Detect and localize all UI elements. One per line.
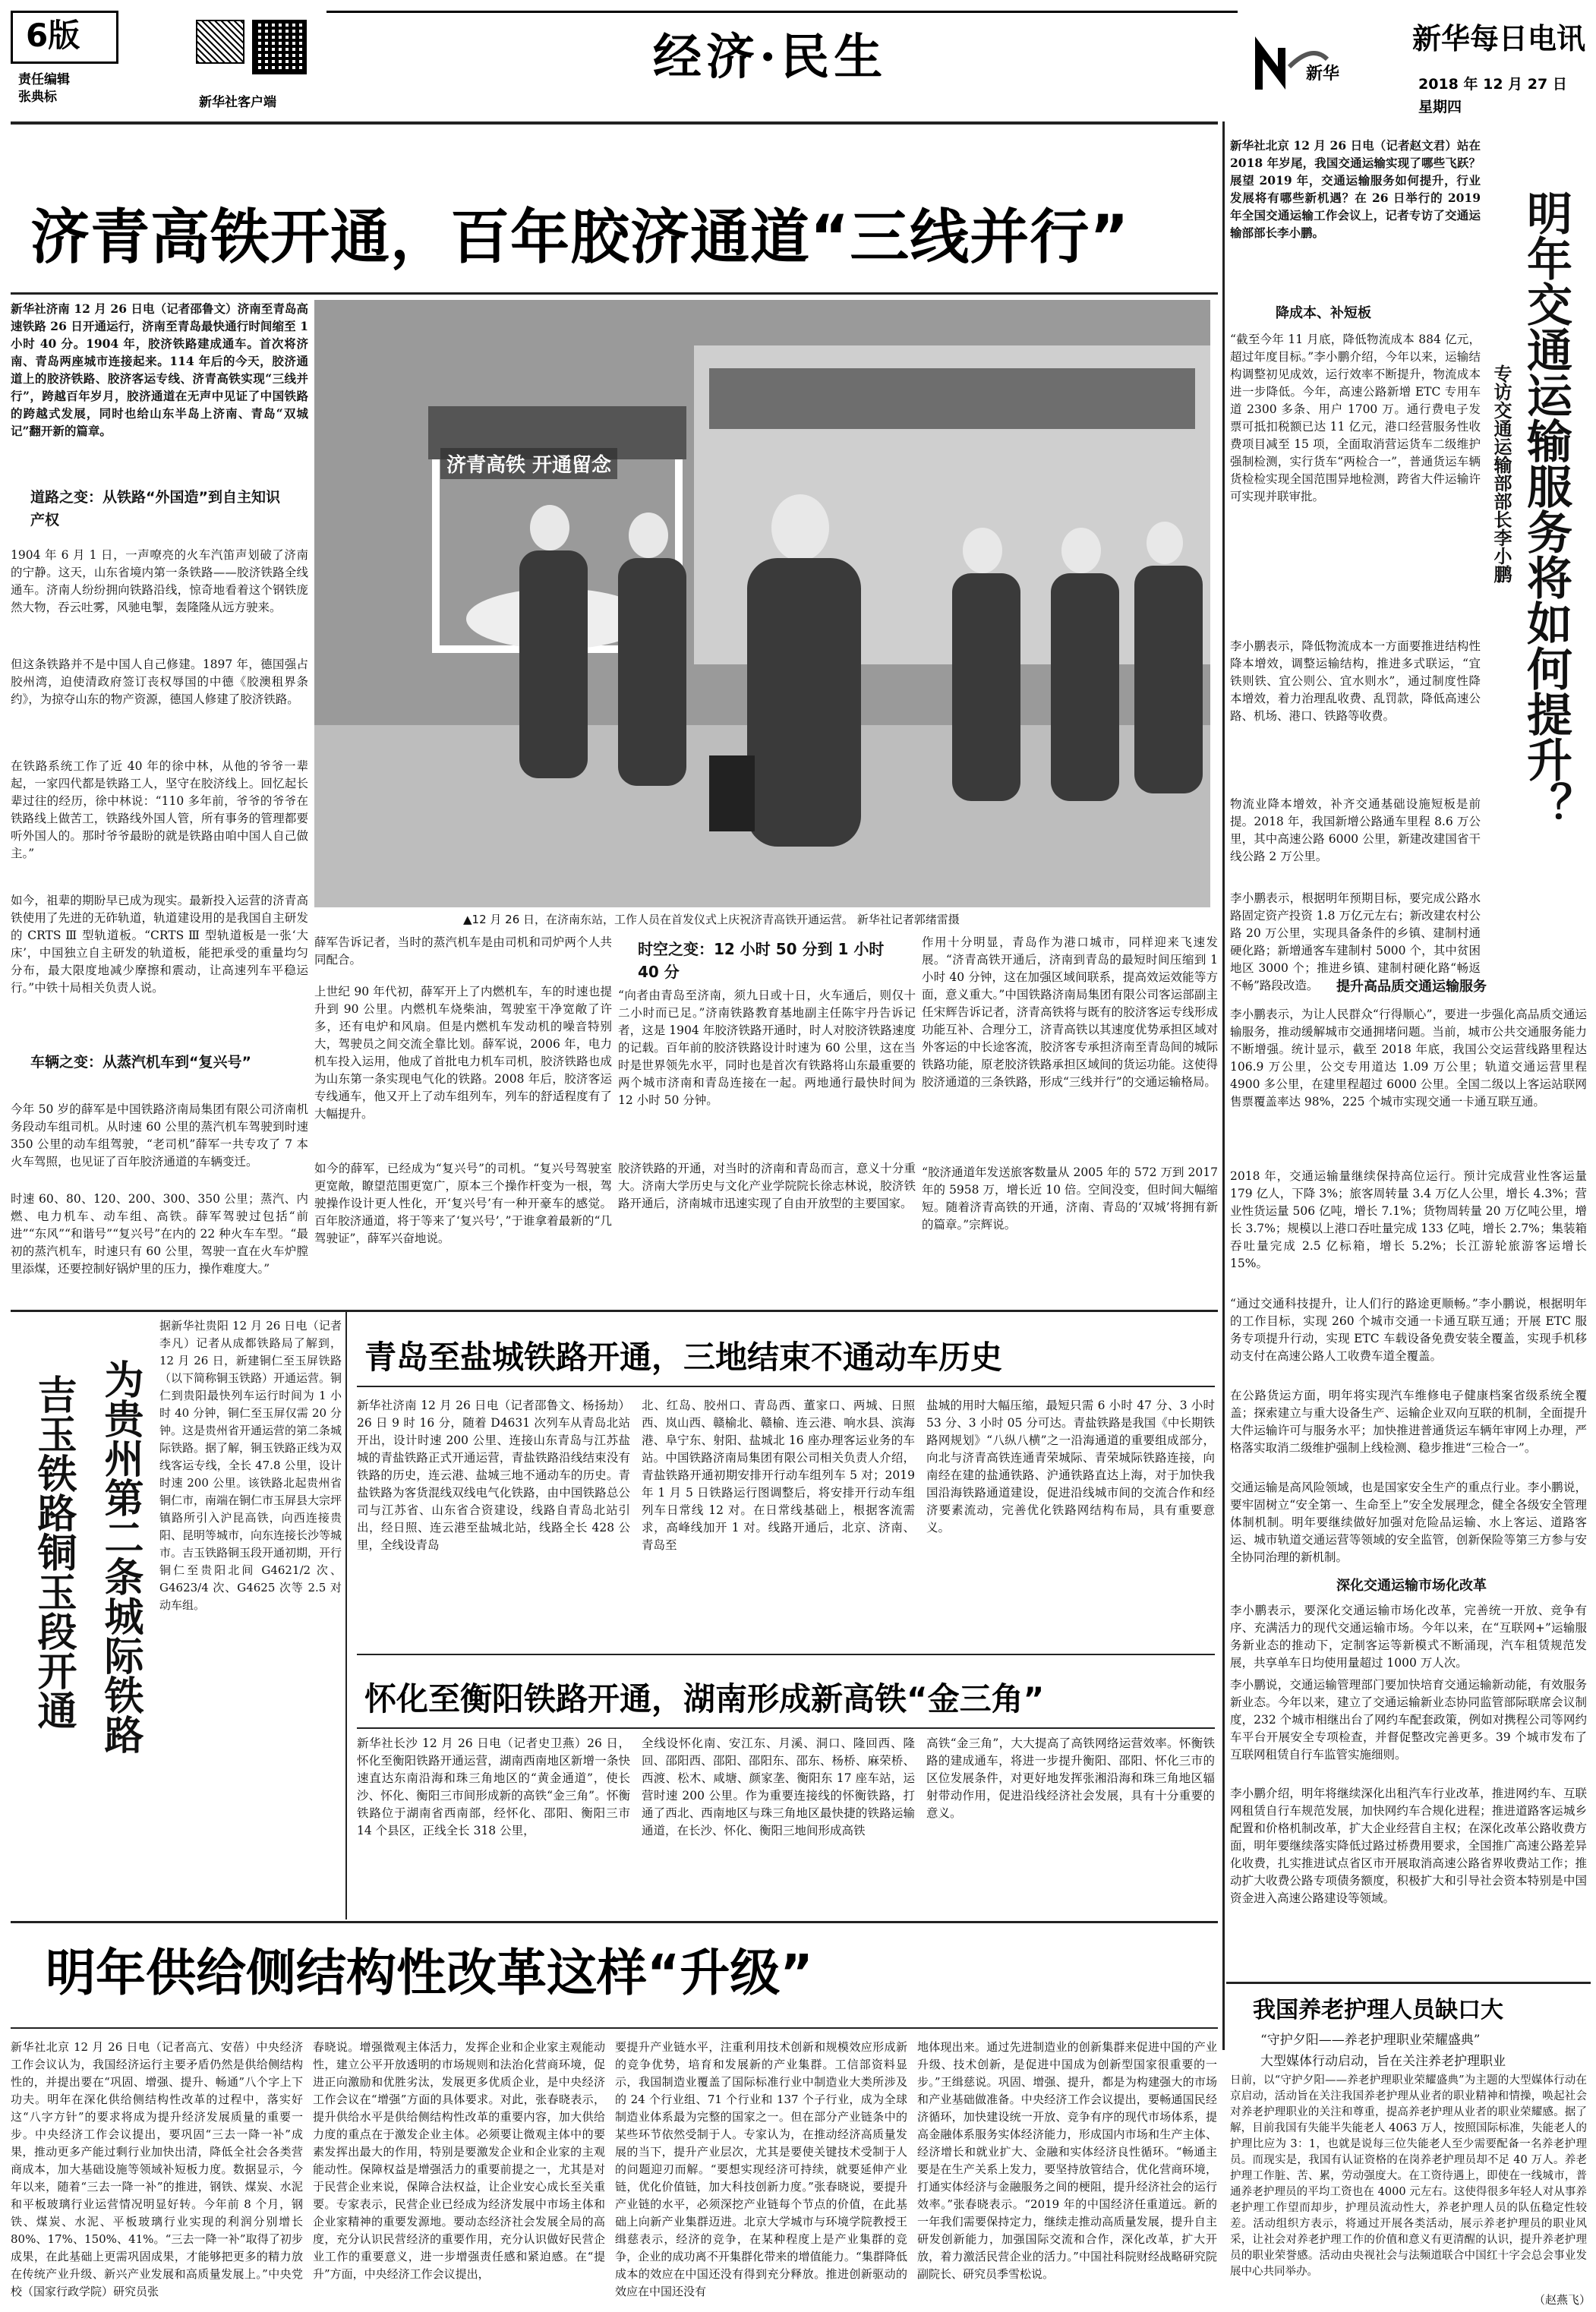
paper-name: 新华每日电讯 <box>1412 22 1586 55</box>
sidebar-para: “截至今年 11 月底，降低物流成本 884 亿元，超过年度目标。”李小鹏介绍，今年以来，运输结构调整初见成效，运行效率不断提升，物流成本进一步降低。今年，高速公路新增 ETC 专用车道 2300 多条、用户 1700 万。通行费电子发票可抵扣税额已达 11 亿元，港口经营服务性收费项目减至 15 项，全面取消营运货车二级维护强制检测，实行货车“两检合一”，普通货运车辆货检检实现全国范围异地检测，跨省大件运输许可实现并联审批。 <box>1230 333 1481 503</box>
qr-code-icon[interactable] <box>252 20 307 74</box>
sidebar-intro: 新华社北京 12 月 26 日电（记者赵文君）站在 2018 年岁尾，我国交通运输实现了哪些飞跃？展望 2019 年，交通运输服务如何提升，行业发展将有哪些新机遇？在 26 日举行的 2019 年全国交通运输工作会议上，记者专访了交通运输部部长李小鹏。 <box>1230 138 1481 240</box>
supply-col: 新华社北京 12 月 26 日电（记者高亢、安蓓）中央经济工作会议认为，我国经济运行主要矛盾仍然是供给侧结构性的，并提出要在“巩固、增强、提升、畅通”八个字上下功夫。明年在深化供给侧结构性改革的过程中，落实好这“八字方针”的要求将成为提升经济发展质量的重要一步。中央经济工作会议提出，要巩固“三去一降一补”成果，推动更多产能过剩行业加快出清，降低全社会各类营商成本，加大基础设施等领域补短板力度。数据显示，今年以来，随着“三去一降一补”的推进，钢铁、煤炭、水泥和平板玻璃行业运营情况明显好转。今年前 8 个月，钢铁、煤炭、水泥、平板玻璃行业实现的利润分别增长 80%、17%、150%、41%。“三去一降一补”取得了初步成果，在此基础上更需巩固成果，才能够把更多的精力放在传统产业升级、新兴产业发展和高质量发展上。”中央党校（国家行政学院）研究员张 <box>11 2040 303 2298</box>
sidebar-subhead: 降成本、补短板 <box>1276 305 1371 321</box>
huaiheng-col: 高铁“金三角”，大大提高了高铁网络运营效率。怀衡铁路的建成通车，将进一步提升衡阳、邵阳、怀化三市的区位发展条件，对更好地发挥张湘沿海和珠三角地区辐射带动作用，促进沿线经济社会发展，具有十分重要的意义。 <box>926 1736 1215 1820</box>
lead-para: 在铁路系统工作了近 40 年的徐中林，从他的爷爷一辈起，一家四代都是铁路工人，坚守在胶济线上。回忆起长辈过往的经历，徐中林说：“110 多年前，爷爷的爷爷在铁路线上做苦工，铁路线外国人管，所有事务的管理都要听外国人的。那时爷爷最盼的就是铁路由咱中国人自己做主。” <box>11 759 308 860</box>
qingyan-headline-rule <box>357 1386 1215 1387</box>
sidebar-headline: 明年交通运输服务将如何提升？ <box>1519 190 1572 828</box>
logo-text: 新华 <box>1306 65 1340 84</box>
lead-subhead-vehicles: 车辆之变：从蒸汽机车到“复兴号” <box>30 1054 251 1071</box>
supply-col: 要提升产业链水平，注重利用技术创新和规模效应形成新的竞争优势，培育和发展新的产业集群。工信部资料显示，我国制造业覆盖了国际标准行业中制造业大类所涉及的 24 个行业组、71 个行业和 137 个子行业，成为全球制造业体系最为完整的国家之一。但在部分产业链条中的某些环节依然受制于人。专家认为，在推动经济高质量发展的当下，提升产业层次，尤其是要使关键技术受制于人的问题迎刃而解。“要想实现经济可持续，就要延伸产业链，优化价值链，加大科技创新力度。”张春晓说，要提升产业链的水平，必须深挖产业链每个节点的价值，在此基础上向新产业集群迈进。北京大学城市与环境学院教授王缉慈表示，经济的竞争，在某种程度上是产业集群的竞争，企业的成功离不开集群化带来的增值能力。“集群降低成本的效应在中国还没有得到充分释放。推进创新驱动的效应在中国还没有 <box>615 2040 907 2298</box>
sidebar-subhead: 提升高品质交通运输服务 <box>1336 979 1487 995</box>
sidebar-para: 李小鹏表示，要深化交通运输市场化改革，完善统一开放、竞争有序、充满活力的现代交通运输市场。今年以来，在“互联网+”运输服务新业态的推动下，定制客运等新模式不断涌现，汽车租赁规范发展，共享单车日均使用量超过 1000 万人次。 <box>1230 1604 1587 1670</box>
tongyu-headline-a: 为贵州第二条城际铁路 <box>97 1359 143 1754</box>
lead-subhead-time: 时空之变：12 小时 50 分到 1 小时 40 分 <box>638 940 885 981</box>
issue-date: 2018 年 12 月 27 日 <box>1418 76 1567 93</box>
section-title: 经济·民生 <box>653 29 888 86</box>
lead-col3: 胶济铁路的开通，对当时的济南和青岛而言，意义十分重大。济南大学历史与文化产业学院院长徐志林说，胶济铁路开通后，济南城市迅速实现了自由开放型的主要国家。 <box>618 1162 916 1210</box>
sidebar-left-rule <box>1222 121 1225 2050</box>
elder-top-rule <box>1226 1982 1591 1984</box>
qingyan-headline: 青岛至盐城铁路开通，三地结束不通动车历史 <box>364 1339 1003 1376</box>
qingyan-bottom-rule <box>357 1654 1215 1655</box>
supply-col: 春晓说。增强微观主体活力，发挥企业和企业家主观能动性，建立公平开放透明的市场规则和法治化营商环境，促进正向激励和优胜劣汰，发展更多优质企业，是中央经济工作会议在“增强”方面的具体要求。对此，张春晓表示，提升供给水平是供给侧结构性改革的重要内容，加大供给力度的重点在于激发企业主体。必须要让微观主体中的要素发挥出最大的作用，特别是要激发企业和企业家的主观能动性。保障权益是增强活力的重要前提之一，尤其是对于民营企业来说，保障合法权益，让企业安心成长至关重要。专家表示，民营企业已经成为经济发展中市场主体和企业家精神的重要发源地。要动态经济社会发展全局的高度，充分认识民营经济的重要作用，充分认识做好民营企业工作的重要意义，进一步增强责任感和紧迫感。在“提升”方面，中央经济工作会议提出， <box>313 2040 605 2281</box>
huaiheng-headline: 怀化至衡阳铁路开通，湖南形成新高铁“金三角” <box>364 1680 1045 1717</box>
huaiheng-col: 新华社长沙 12 月 26 日电（记者史卫燕）26 日，怀化至衡阳铁路开通运营，湖南西南地区新增一条快速直达东南沿海和珠三角地区的“黄金通道”，使长沙、怀化、衡阳三市间形成新的高铁“金三角”。怀衡铁路位于湖南省西南部，经怀化、邵阳、衡阳三市 14 个县区，正线全长 318 公里， <box>357 1736 630 1837</box>
tongyu-headline-b: 吉玉铁路铜玉段开通 <box>30 1374 76 1730</box>
supply-col: 地体现出来。通过先进制造业的创新集群来促进中国的产业升级、技术创新，是促进中国成为创新型国家很重要的一步。”王缉慈说。巩固、增强、提升，都是为构建强大的市场和产业基础做准备。中央经济工作会议提出，要畅通国民经济循环，加快建设统一开放、竞争有序的现代市场体系，提高金融体系服务实体经济能力，形成国内市场和生产主体、经济增长和就业扩大、金融和实体经济良性循环。“畅通主要是在生产关系上发力，要坚持放管结合，优化营商环境，打通实体经济与金融服务之间的梗阻，提升经济社会的运行效率。”张春晓表示。“2019 年的中国经济任重道远。新的一年我们需要保持定力，继续走推动高质量发展，提升自主研发创新能力，加强国际交流和合作，深化改革，扩大开放，着力激活民营企业的活力。”中国社科院财经战略研究院副院长、研究员季雪松说。 <box>917 2040 1217 2281</box>
sidebar-para: 物流业降本增效，补齐交通基础设施短板是前提。2018 年，我国新增公路通车里程 8.6 万公里，其中高速公路 6000 公里，新建改建国省干线公路 2 万公里。 <box>1230 797 1481 863</box>
sidebar-para: 2018 年，交通运输量继续保持高位运行。预计完成营业性客运量 179 亿人，下降 3%；旅客周转量 3.4 万亿人公里，增长 4.3%；营业性货运量 506 亿吨，增长 7.1%；货物周转量 20 万亿吨公里，增长 3.7%；规模以上港口吞吐量完成 133 亿吨，增长 2.7%；集装箱吞吐量完成 2.5 亿标箱，增长 5.2%；长江游轮旅游客运增长 15%。 <box>1230 1169 1587 1270</box>
lead-bottom-rule <box>11 1310 1218 1312</box>
elder-headline: 我国养老护理人员缺口大 <box>1253 1997 1503 2023</box>
lead-para: 如今，祖辈的期盼早已成为现实。最新投入运营的济青高铁使用了先进的无砟轨道，轨道建设用的是我国自主研发的 CRTS Ⅲ 型轨道板。“CRTS Ⅲ 型轨道板是一张‘大床’，中国独立自主研发的轨道板，能把承受的重量均匀分布，最大限度地减少摩擦和震动，让高速列车平稳运行。”中铁十局相关负责人说。 <box>11 894 308 995</box>
sidebar-subhead: 深化交通运输市场化改革 <box>1336 1578 1487 1594</box>
sidebar-para: 交通运输是高风险领域，也是国家安全生产的重点行业。李小鹏说，要牢固树立“安全第一、生命至上”安全发展理念，健全各级安全管理体制机制。明年要继续做好加强对危险品运输、水上客运、道路客运、城市轨道交通运营等领域的安全监管，创新保险等第三方参与安全协同治理的新机制。 <box>1230 1481 1587 1564</box>
elder-subhead-2: 大型媒体行动启动，旨在关注养老护理职业 <box>1260 2054 1506 2069</box>
issue-weekday: 星期四 <box>1418 99 1462 115</box>
lead-col4: 作用十分明显，青岛作为港口城市，同样迎来飞速发展。“济青高铁开通后，济南到青岛的最短时间压缩到 1 小时 40 分钟，这在加强区域间联系，提高效运效能等方面，意义重大。”中国铁路济南局集团有限公司客运部副主任宋辉告诉记者，济青高铁将与既有的胶济客运专线形成功能互补、合理分工，济青高铁以其速度优势承担区域对外客运的中长途客流，胶济客专承担济南至青岛间的城际铁路功能，原老胶济铁路承担区域间的货运功能。这使得胶济通道的三条铁路，形成“三线并行”的交通运输格局。 <box>922 935 1218 1089</box>
elder-subhead: “守护夕阳——养老护理职业荣耀盛典” <box>1260 2033 1481 2048</box>
sidebar-para: 在公路货运方面，明年将实现汽车维修电子健康档案省级系统全覆盖；探索建立与重大设备生产、运输企业双向互联的机制，全面提升大件运输许可与服务水平；加快推进普通货运车辆年审网上办理，严格落实取消二级维护强制上线检测、稳步推进“三检合一”。 <box>1230 1389 1587 1455</box>
lead-headline: 济青高铁开通，百年胶济通道“三线并行” <box>30 203 1130 272</box>
photo-caption: ▲12 月 26 日，在济南东站，工作人员在首发仪式上庆祝济青高铁开通运营。 新华社记者郭绪雷摄 <box>463 913 960 926</box>
lead-headline-rule <box>11 292 1218 295</box>
huaiheng-col: 全线设怀化南、安江东、月溪、洞口、隆回西、隆回、邵阳西、邵阳、邵阳东、邵东、杨桥、麻荣桥、西渡、松木、咸塘、颜家垄、衡阳东 17 座车站，运营时速 200 公里。作为重要连接线的怀衡铁路，打通了西北、西南地区与珠三角地区最快捷的铁路运输通道，在长沙、怀化、衡阳三地间形成高铁 <box>642 1736 915 1837</box>
lead-intro: 新华社济南 12 月 26 日电（记者邵鲁文）济南至青岛高速铁路 26 日开通运行，济南至青岛最快通行时间缩至 1 小时 40 分。1904 年，胶济铁路建成通车。首次将济南、青岛两座城市连接起来。114 年后的今天，胶济通道上的胶济铁路、胶济客运专线、济青高铁实现“三线并行”，跨越百年岁月，胶济通道在无声中见证了中国铁路的跨越式发展，同时也给山东半岛上济南、青岛“双城记”翻开新的篇章。 <box>11 301 308 438</box>
sidebar-para: 李小鹏表示，根据明年预期目标，要完成公路水路固定资产投资 1.8 万亿元左右；新改建农村公路 20 万公里，实现具备条件的乡镇、建制村通硬化路；新增通客车建制村 5000 个，其中贫困地区 3000 个；推进乡镇、建制村硬化路“畅返不畅”路段改造。 <box>1230 891 1481 992</box>
qingyan-col: 盐城的用时大幅压缩，最短只需 6 小时 47 分、3 小时 53 分、3 小时 05 分可达。青盐铁路是我国《中长期铁路网规划》“八纵八横”之一沿海通道的重要组成部分，向北与济青高铁连通青荣城际、青荣城际铁路连接，向南经在建的盐通铁路、沪通铁路直达上海，对于加快我国沿海铁路通道建设，促进沿线城市间的交流合作和经济要素流动，完善优化铁路网结构布局，具有重要意义。 <box>926 1399 1215 1534</box>
tongyu-right-rule <box>345 1312 347 1919</box>
supply-headline: 明年供给侧结构性改革这样“升级” <box>46 1944 813 2002</box>
editor-label: 责任编辑 <box>18 72 70 87</box>
photo-banner-text: 济青高铁 开通留念 <box>440 448 617 479</box>
lead-para: 但这条铁路并不是中国人自己修建。1897 年，德国强占胶州湾，迫使清政府签订丧权辱国的中德《胶澳租界条约》，为掠夺山东的物产资源，德国人修建了胶济铁路。 <box>11 658 308 706</box>
lead-para: 今年 50 岁的薛军是中国铁路济南局集团有限公司济南机务段动车组司机。从时速 60 公里的蒸汽机车驾驶到时速 350 公里的动车组驾驶，“老司机”薛军一共专攻了 7 本火车驾照，也见证了百年胶济通道的车辆变迁。 <box>11 1102 308 1169</box>
huaiheng-headline-rule <box>357 1727 1215 1729</box>
middle-bottom-rule <box>11 1921 1218 1923</box>
lead-photo <box>314 300 1210 907</box>
lead-para: 1904 年 6 月 1 日，一声嘹亮的火车汽笛声划破了济南的宁静。这天，山东省境内第一条铁路——胶济铁路全线通车。济南人纷纷拥向铁路沿线，惊奇地看着这个钢铁庞然大物，吞云吐雾，风驰电掣，轰隆隆从远方驶来。 <box>11 548 308 614</box>
editor-name: 张典标 <box>18 90 57 105</box>
qingyan-col: 北、红岛、胶州口、青岛西、董家口、两城、日照西、岚山西、赣榆北、赣榆、连云港、响水县、滨海港、阜宁东、射阳、盐城北 16 座办理客运业务的车站。中国铁路济南局集团有限公司相关负责人介绍，青盐铁路开通初期安排开行动车组列车 5 对；2019 年 1 月 5 日铁路运行图调整后，将安排开行动车组列车日常线 12 对。在日常线基础上，根据客流需求，高峰线加开 1 对。线路开通后，北京、济南、青岛至 <box>642 1399 915 1552</box>
lead-subhead-roads: 道路之变：从铁路“外国造”到自主知识产权 <box>30 489 280 528</box>
qr-caption: 新华社客户端 <box>199 95 276 110</box>
sidebar-para: 李小鹏说，交通运输管理部门要加快培育交通运输新动能，有效服务新业态。今年以来，建立了交通运输新业态协同监管部际联席会议制度，232 个城市相继出台了网约车配套政策，例如对携程公司等网约车平台开展安全专项检查，并督促整改完善更多。39 个城市发布了互联网租赁自行车监管实施细则。 <box>1230 1678 1587 1762</box>
tongyu-body: 据新华社贵阳 12 月 26 日电（记者李凡）记者从成都铁路局了解到，12 月 26 日，新建铜仁至玉屏铁路（以下简称铜玉铁路）开通运营。铜仁到贵阳最快列车运行时间为 1 小时 40 分钟，铜仁至玉屏仅需 20 分钟。这是贵州省开通运营的第二条城际铁路。据了解，铜玉铁路正线为双线客运专线，全长 47.8 公里，设计时速 200 公里。该铁路北起贵州省铜仁市，南端在铜仁市玉屏县大宗坪镇路所引入沪昆高铁，向西连接贵阳、昆明等城市，向东连接长沙等城市。吉玉铁路铜玉段开通初期，开行铜仁至贵阳北间 G4621/2 次、G4623/4 次、G4625 次等 2.5 对动车组。 <box>159 1319 342 1612</box>
elder-body: 日前，以“守护夕阳——养老护理职业荣耀盛典”为主题的大型媒体行动在京启动，活动旨在关注我国养老护理从业者的职业精神和情操，唤起社会对养老护理职业的关注和尊重，提高养老护理从业者的职业荣耀感。据了解，目前我国有失能半失能老人 4063 万人，按照国际标准，失能老人的护理比应为 3：1，也就是说每三位失能老人至少需要配备一名养老护理员。而现实是，我国有认证资格的在岗养老护理员却不足 40 万人。养老护理工作脏、苦、累，劳动强度大。在工资待遇上，即使在一线城市，普通养老护理员的平均工资也在 4000 元左右。这使得很多年轻人对从事养老护理工作望而却步，护理员流动性大，养老护理人员的队伍稳定性较差。活动组织方表示，将通过开展各类活动，展示养老护理员的职业风采，让社会对养老护理工作的价值和意义有更清醒的认识，提升养老护理员的职业荣誉感。活动由央视社会与法频道联合中国红十字会总会事业发展中心共同举办。 <box>1230 2074 1587 2278</box>
xinhua-logo-mini <box>196 20 244 64</box>
sidebar-para: 李小鹏表示，为让人民群众“行得顺心”，要进一步强化高品质交通运输服务，推动缓解城市交通拥堵问题。当前，城市公共交通服务能力不断增强。统计显示，截至 2018 年底，我国公交运营线路里程达 106.9 万公里，公交专用道达 1.09 万公里；轨道交通运营里程 4900 多公里，在建里程超过 6000 公里。全国二级以上客运站联网售票覆盖率达 98%，225 个城市实现交通一卡通互联互通。 <box>1230 1008 1587 1109</box>
sidebar-kicker: 专访交通运输部部长李小鹏 <box>1490 364 1512 583</box>
lead-col2: 如今的薛军，已经成为“复兴号”的司机。“复兴号驾驶室更宽敞，瞭望范围更宽广，原本三个操作杆变为一根，驾驶操作设计更人性化，开‘复兴号’有一种开豪车的感觉。百年胶济通道，将于等来了‘复兴号’，”于谁拿着最新的“几驾驶证”，薛军兴奋地说。 <box>314 1162 612 1245</box>
elder-byline: （赵燕飞） <box>1534 2293 1591 2307</box>
masthead-rule <box>11 121 1218 125</box>
lead-col4: “胶济通道年发送旅客数量从 2005 年的 572 万到 2017 年的 5958 万，增长近 10 倍。空间没变，但时间大幅缩短。随着济青高铁的开通，济南、青岛的‘双城’将拥有新的篇章。”宗辉说。 <box>922 1165 1218 1232</box>
header-top-rule <box>326 11 1238 13</box>
lead-col3: “向者由青岛至济南，须九日或十日，火车通后，则仅十二小时而已足。”济南铁路教育基地副主任陈宇丹告诉记者，这是 1904 年胶济铁路开通时，时人对胶济铁路速度的记载。百年前的胶济铁路设计时速为 60 公里，这在当时是世界领先水平，同时也是首次有铁路将山东最重要的两个城市济南和青岛连接在一起。两地通行最快时间为 12 小时 50 分钟。 <box>618 989 916 1107</box>
sidebar-para: 李小鹏介绍，明年将继续深化出租汽车行业改革，推进网约车、互联网租赁自行车规范发展，加快网约车合规化进程；推进道路客运城乡配置和价格机制改革，扩大企业经营自主权；在深化改革公路收费方面，明年要继续落实降低过路过桥费用要求，全国推广高速公路差异化收费，扎实推进试点省区市开展取消高速公路省界收费站工作；推动扩大收费公路专项债务额度，积极扩大和引导社会资本特别是中国资金进入高速公路建设等领域。 <box>1230 1787 1587 1905</box>
sidebar-para: 李小鹏表示，降低物流成本一方面要推进结构性降本增效，调整运输结构，推进多式联运，“宜铁则铁、宜公则公、宜水则水”，通过制度性降本增效，着力治理乱收费、乱罚款，降低高速公路、机场、港口、铁路等收费。 <box>1230 639 1481 723</box>
lead-col2: 上世纪 90 年代初，薛军开上了内燃机车，车的时速也提升到 90 公里。内燃机车烧柴油，驾驶室干净宽敞了许多，还有电炉和风扇。但是内燃机车发动机的噪音特别大，驾驶员之间交流全靠比划。薛军说，2006 年，电力机车投入运用，他成了首批电力机车司机，胶济铁路也成为山东第一条实现电气化的铁路。2008 年后，胶济客运专线通车，他又开上了动车组列车，列车的舒适程度有了大幅提升。 <box>314 985 612 1121</box>
sidebar-para: “通过交通科技提升，让人们行的路途更顺畅。”李小鹏说，根据明年的工作目标，实现 260 个城市交通一卡通互联互通；开展 ETC 服务专项提升行动，实现 ETC 车载设备免费安装全覆盖，实现手机移动支付在高速公路人工收费车道全覆盖。 <box>1230 1297 1587 1363</box>
page-number: 6版 <box>26 17 80 54</box>
lead-para: 时速 60、80、120、200、300、350 公里；蒸汽、内燃、电力机车、动车组、高铁。薛军驾驶过包括“前进”“东风”“和谐号”“复兴号”在内的 22 种火车车型。“最初的蒸汽机车，时速只有 60 公里，驾驶一直在火车炉膛里添煤，还要控制好锅炉里的压力，操作难度大。” <box>11 1192 308 1276</box>
supply-headline-rule <box>11 2027 1218 2029</box>
lead-col2: 薛军告诉记者，当时的蒸汽机车是由司机和司炉两个人共同配合。 <box>314 935 612 967</box>
qingyan-col: 新华社济南 12 月 26 日电（记者邵鲁文、杨扬劫）26 日 9 时 16 分，随着 D4631 次列车从青岛北站开出，设计时速 200 公里、连接山东青岛与江苏盐城的青盐铁路正式开通运营，青盐铁路沿线结束没有铁路的历史，连云港、盐城三地不通动车的历史。青盐铁路为客货混线双线电气化铁路，由中国铁路总公司与江苏省、山东省合资建设，线路自青岛北站引出，经日照、连云港至盐城北站，线路全长 428 公里，全线设青岛 <box>357 1399 630 1552</box>
